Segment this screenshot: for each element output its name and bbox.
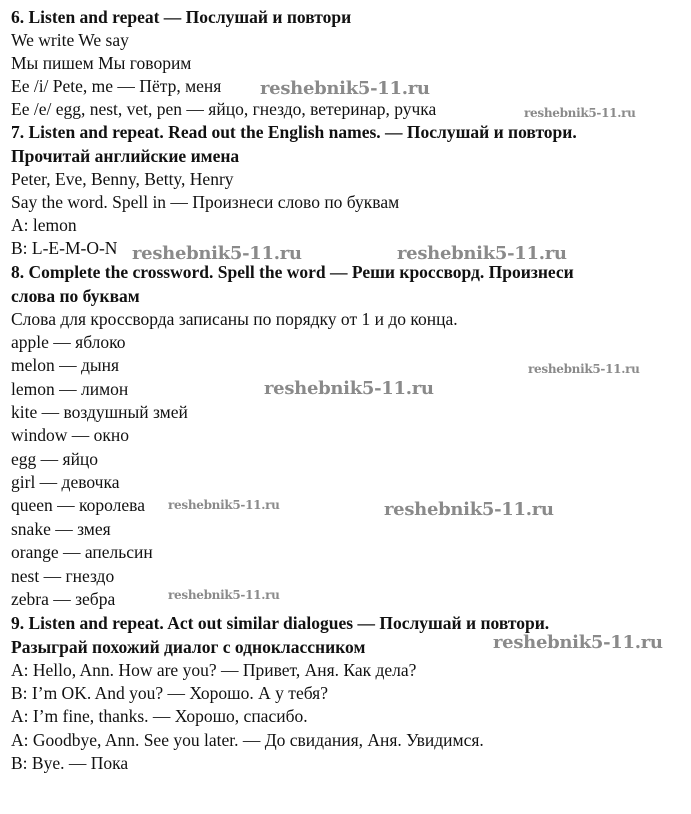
dialogue-line: B: I’m OK. And you? — Хорошо. А у тебя?	[11, 683, 328, 703]
text-line: Ee /i/ Pete, me — Пётр, меня	[11, 76, 222, 96]
vocab-line: girl — девочка	[11, 472, 120, 492]
text-line: Peter, Eve, Benny, Betty, Henry	[11, 169, 234, 189]
vocab-line: zebra — зебра	[11, 589, 116, 609]
watermark: reshebnik5-11.ru	[493, 632, 663, 653]
text-line: We write We say	[11, 30, 129, 50]
vocab-line: window — окно	[11, 425, 130, 445]
text-line: Say the word. Spell in — Произнеси слово по буквам	[11, 192, 400, 212]
dialogue-line: A: Hello, Ann. How are you? — Привет, Аня. Как дела?	[11, 660, 417, 680]
vocab-line: egg — яйцо	[11, 449, 99, 469]
text-line: Ee /e/ egg, nest, vet, pen — яйцо, гнездо, ветеринар, ручка	[11, 99, 437, 119]
watermark: reshebnik5-11.ru	[397, 243, 567, 264]
exercise-7-heading: 7. Listen and repeat. Read out the English names. — Послушай и повтори.	[11, 122, 577, 142]
exercise-8-heading: 8. Complete the crossword. Spell the word — Реши кроссворд. Произнеси	[11, 262, 574, 282]
watermark: reshebnik5-11.ru	[132, 243, 302, 264]
watermark: reshebnik5-11.ru	[260, 78, 430, 99]
vocab-line: snake — змея	[11, 519, 111, 539]
watermark: reshebnik5-11.ru	[264, 378, 434, 399]
vocab-line: queen — королева	[11, 495, 145, 515]
dialogue-line: A: I’m fine, thanks. — Хорошо, спасибо.	[11, 706, 308, 726]
vocab-line: lemon — лимон	[11, 379, 129, 399]
watermark: reshebnik5-11.ru	[168, 498, 280, 512]
vocab-line: nest — гнездо	[11, 566, 115, 586]
vocab-line: melon — дыня	[11, 355, 120, 375]
watermark: reshebnik5-11.ru	[384, 499, 554, 520]
text-line: B: L-E-M-O-N	[11, 238, 118, 258]
dialogue-line: B: Bye. — Пока	[11, 753, 129, 773]
exercise-6-heading: 6. Listen and repeat — Послушай и повтори	[11, 7, 352, 27]
vocab-line: apple — яблоко	[11, 332, 126, 352]
text-line: Мы пишем Мы говорим	[11, 53, 192, 73]
vocab-line: orange — апельсин	[11, 542, 153, 562]
text-line: Слова для кроссворда записаны по порядку от 1 и до конца.	[11, 309, 458, 329]
dialogue-line: A: Goodbye, Ann. See you later. — До свидания, Аня. Увидимся.	[11, 730, 484, 750]
watermark: reshebnik5-11.ru	[528, 362, 640, 376]
exercise-9-heading-cont: Разыграй похожий диалог с одноклассником	[11, 637, 366, 657]
vocab-line: kite — воздушный змей	[11, 402, 188, 422]
exercise-9-heading: 9. Listen and repeat. Act out similar dialogues — Послушай и повтори.	[11, 613, 550, 633]
text-line: A: lemon	[11, 215, 77, 235]
exercise-7-heading-cont: Прочитай английские имена	[11, 146, 240, 166]
watermark: reshebnik5-11.ru	[524, 106, 636, 120]
watermark: reshebnik5-11.ru	[168, 588, 280, 602]
exercise-8-heading-cont: слова по буквам	[11, 286, 140, 306]
